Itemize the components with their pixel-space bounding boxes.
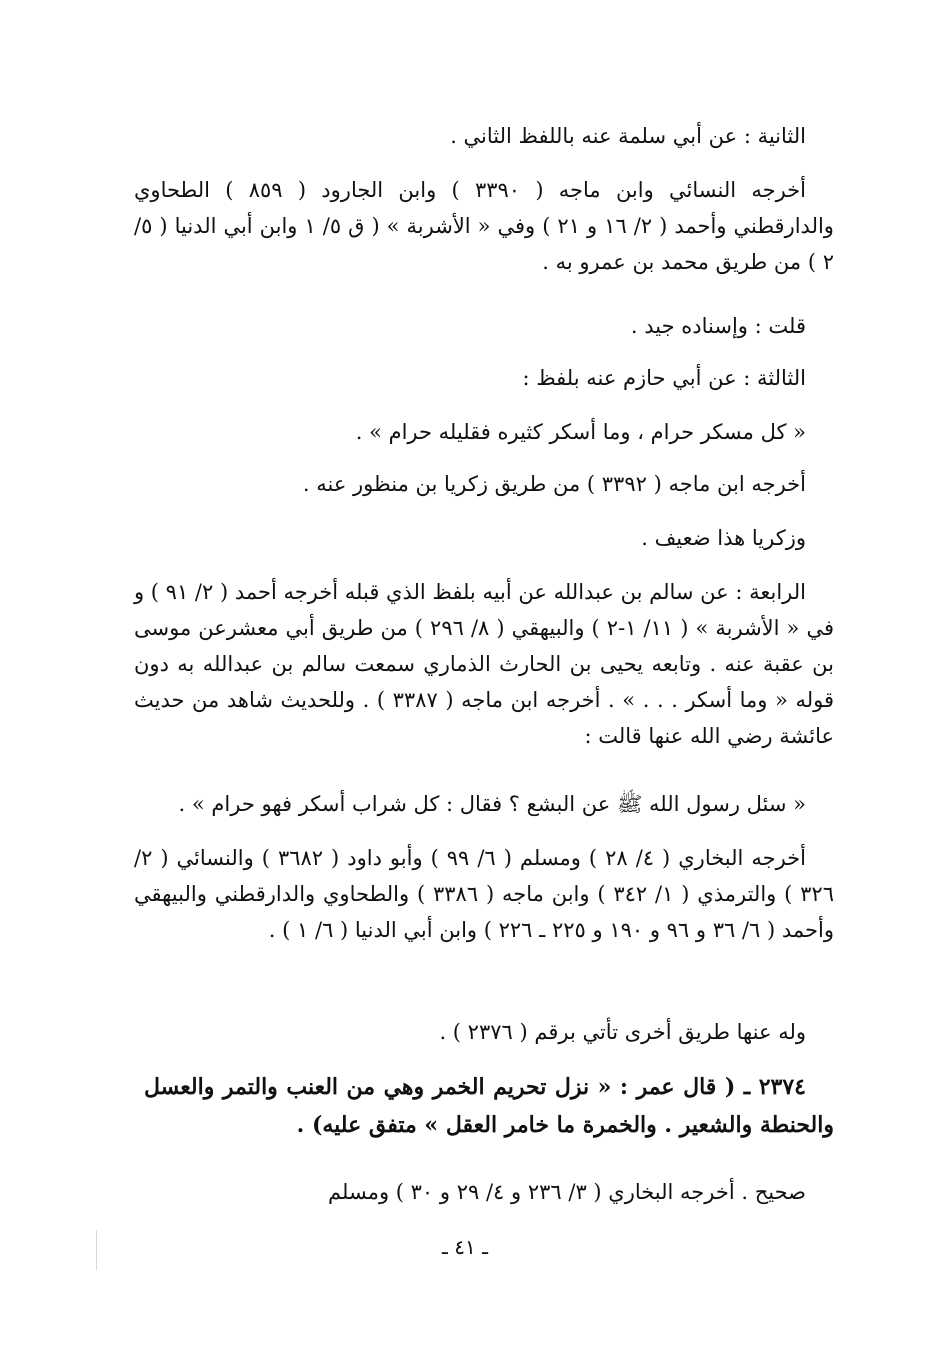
paragraph-third-route: الثالثة : عن أبي حازم عنه بلفظ : [522, 366, 806, 390]
paragraph-second-route: الثانية : عن أبي سلمة عنه باللفظ الثاني . [450, 124, 806, 148]
paragraph-zakariya-weak: وزكريا هذا ضعيف . [641, 526, 806, 550]
quote-bit-question: « سئل رسول الله ﷺ عن البشع ؟ فقال : كل شراب أسكر فهو حرام » . [178, 792, 806, 816]
paragraph-isnad-good: قلت : وإسناده جيد . [630, 314, 806, 338]
paragraph-sahih-takhrij: صحيح . أخرجه البخاري ( ٣/ ٢٣٦ و ٤/ ٢٩ و ٣٠ ) ومسلم [328, 1180, 806, 1204]
page-number: ـ ٤١ ـ [442, 1235, 488, 1259]
paragraph-fourth-route: الرابعة : عن سالم بن عبدالله عن أبيه بلفظ الذي قبله أخرجه أحمد ( ٢/ ٩١ ) و في « الأشربة » ( ١١/ ١-٢ ) والبيهقي ( ٨/ ٢٩٦ ) من طريق أبي معشرعن موسى بن عقبة عنه . وتابعه يحيى بن الحارث الذماري سمعت سالم بن عبدالله به دون قوله « وما أسكر . . . » . أخرجه ابن ماجه ( ٣٣٨٧ ) . وللحديث شاهد من حديث عائشة رضي الله عنها قالت : [133, 580, 834, 748]
quote-every-intoxicant: « كل مسكر حرام ، وما أسكر كثيره فقليله حرام » . [355, 420, 806, 444]
hadith-2374-heading: ٢٣٧٤ ـ ( قال عمر : « نزل تحريم الخمر وهي من العنب والتمر والعسل والحنطة والشعير . والخمرة ما خامر العقل » متفق عليه) . [144, 1074, 834, 1138]
paragraph-takhrij-ibn-majah: أخرجه ابن ماجه ( ٣٣٩٢ ) من طريق زكريا بن منظور عنه . [302, 472, 806, 496]
scan-edge-line [96, 1230, 97, 1270]
paragraph-takhrij-bukhari: أخرجه البخاري ( ٤/ ٢٨ ) ومسلم ( ٦/ ٩٩ ) وأبو داود ( ٣٦٨٢ ) والنسائي ( ٢/ ٣٢٦ ) والترمذي ( ١/ ٣٤٢ ) وابن ماجه ( ٣٣٨٦ ) والطحاوي والدارقطني والبيهقي وأحمد ( ٦/ ٣٦ و ٩٦ و ١٩٠ و ٢٢٥ ـ ٢٢٦ ) وابن أبي الدنيا ( ٦/ ١ ) . [134, 846, 834, 942]
paragraph-another-route: وله عنها طريق أخرى تأتي برقم ( ٢٣٧٦ ) . [439, 1020, 806, 1044]
paragraph-takhrij-nasai: أخرجه النسائي وابن ماجه ( ٣٣٩٠ ) وابن الجارود ( ٨٥٩ ) الطحاوي والدارقطني وأحمد ( ٢/ ١٦ و ٢١ ) وفي « الأشربة » ( ق ٥/ ١ وابن أبي الدنيا ( ٥/ ٢ ) من طريق محمد بن عمرو به . [134, 178, 834, 274]
